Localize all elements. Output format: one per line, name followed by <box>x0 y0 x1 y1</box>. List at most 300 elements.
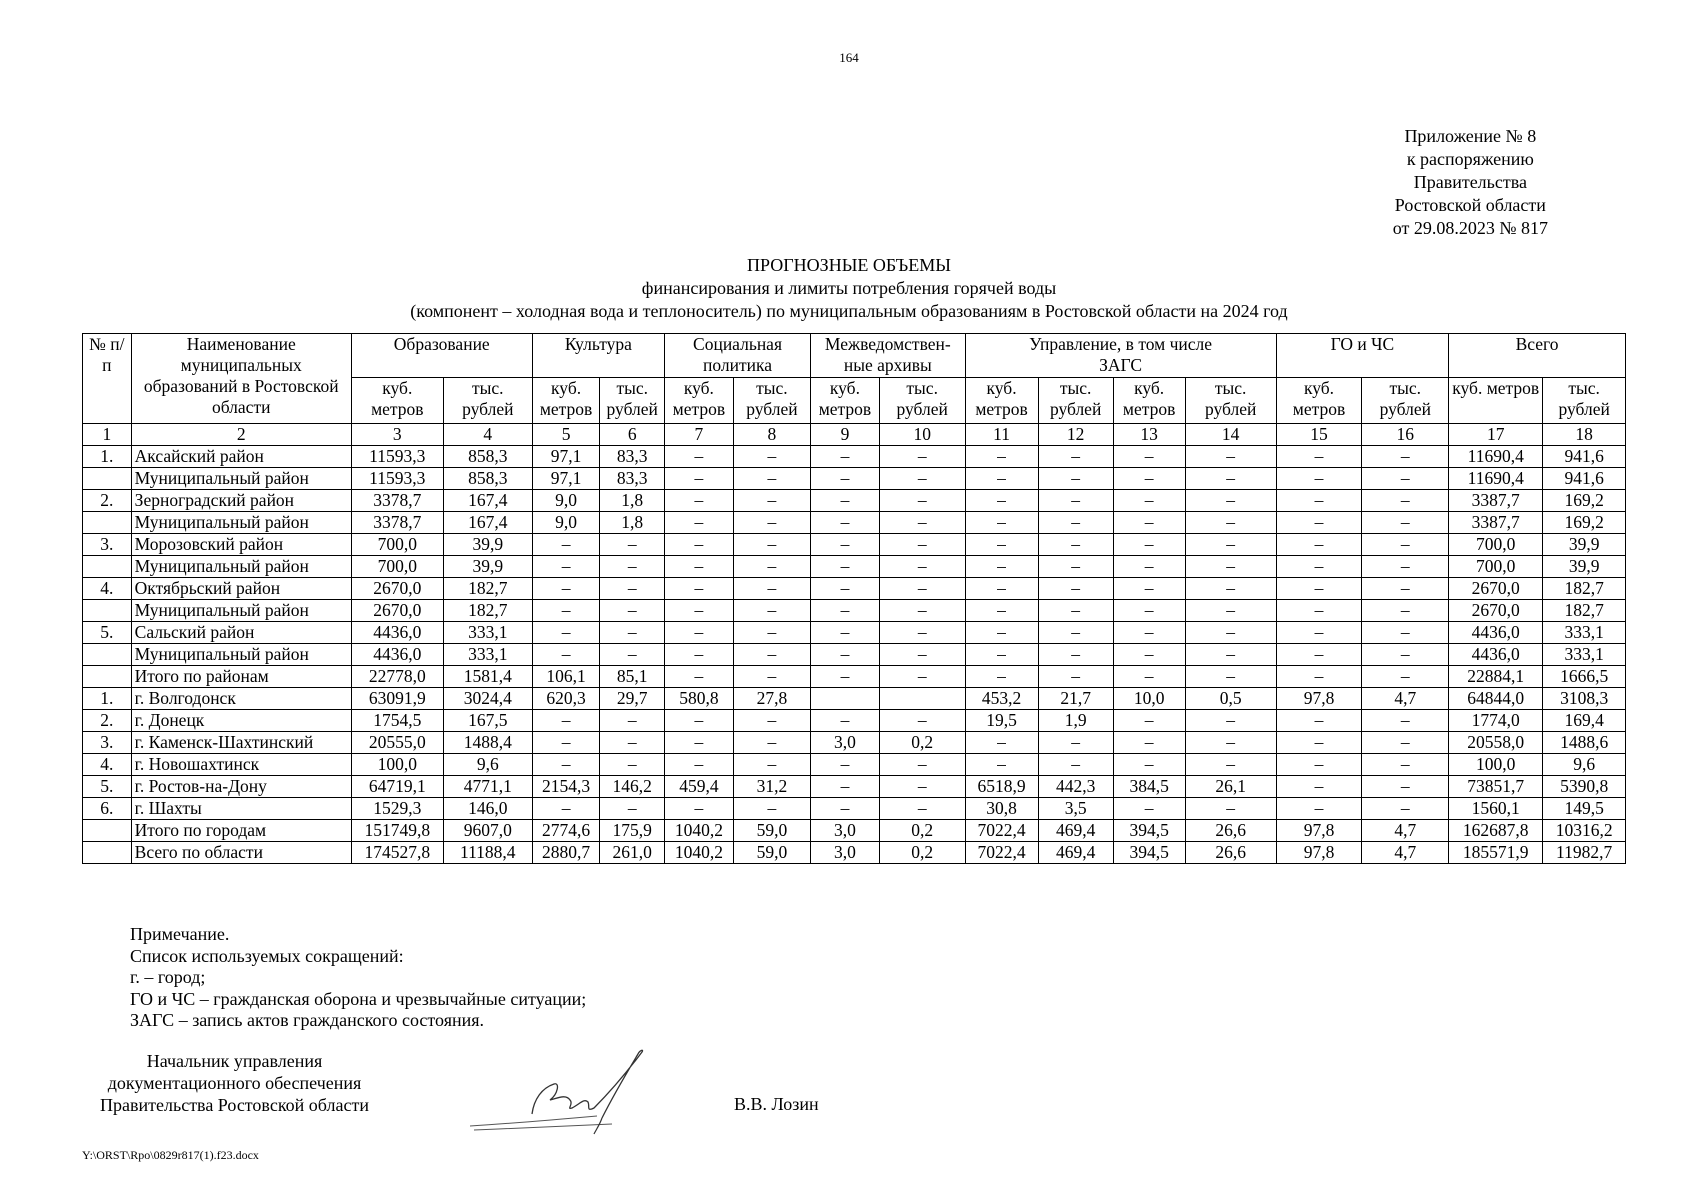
value-cell: – <box>665 512 734 534</box>
value-cell: 333,1 <box>1543 622 1626 644</box>
row-number: 5. <box>83 622 132 644</box>
value-cell: 39,9 <box>443 534 532 556</box>
value-cell: – <box>965 644 1038 666</box>
value-cell: – <box>879 666 965 688</box>
value-cell: 469,4 <box>1038 820 1113 842</box>
value-cell: 700,0 <box>1449 534 1543 556</box>
value-cell: 146,0 <box>443 798 532 820</box>
value-cell: 39,9 <box>1543 534 1626 556</box>
value-cell: 182,7 <box>1543 600 1626 622</box>
value-cell: – <box>811 776 880 798</box>
value-cell: 97,8 <box>1276 688 1362 710</box>
row-number: 5. <box>83 776 132 798</box>
value-cell: 333,1 <box>1543 644 1626 666</box>
value-cell: – <box>1185 754 1276 776</box>
column-number: 6 <box>600 424 665 446</box>
value-cell: – <box>600 578 665 600</box>
value-cell: 2670,0 <box>1449 600 1543 622</box>
value-cell: – <box>1362 600 1449 622</box>
value-cell: – <box>1038 468 1113 490</box>
header-education: Образование <box>351 334 532 378</box>
unit-header: куб. метров <box>1449 378 1543 424</box>
value-cell: – <box>1276 622 1362 644</box>
value-cell: 26,6 <box>1185 842 1276 864</box>
value-cell: 3,0 <box>811 820 880 842</box>
value-cell: – <box>965 622 1038 644</box>
value-cell: – <box>1038 644 1113 666</box>
unit-header: тыс. рублей <box>1038 378 1113 424</box>
data-table <box>82 333 1626 864</box>
value-cell: 4436,0 <box>351 622 443 644</box>
value-cell: – <box>665 666 734 688</box>
value-cell: – <box>879 622 965 644</box>
value-cell: – <box>879 534 965 556</box>
municipality-name: Морозовский район <box>131 534 351 556</box>
value-cell: – <box>600 710 665 732</box>
row-number <box>83 512 132 534</box>
value-cell: 151749,8 <box>351 820 443 842</box>
value-cell: – <box>1038 490 1113 512</box>
value-cell: – <box>811 468 880 490</box>
value-cell: 167,5 <box>443 710 532 732</box>
value-cell: – <box>1276 446 1362 468</box>
value-cell: – <box>1362 710 1449 732</box>
value-cell: – <box>665 732 734 754</box>
column-number: 2 <box>131 424 351 446</box>
title-main: ПРОГНОЗНЫЕ ОБЪЕМЫ <box>747 255 951 275</box>
note-line: ГО и ЧС – гражданская оборона и чрезвычайные ситуации; <box>130 988 587 1009</box>
value-cell: – <box>665 622 734 644</box>
unit-header: тыс. рублей <box>1362 378 1449 424</box>
column-number: 7 <box>665 424 734 446</box>
municipality-name: г. Донецк <box>131 710 351 732</box>
value-cell: – <box>600 556 665 578</box>
value-cell: – <box>1113 512 1185 534</box>
column-number: 1 <box>83 424 132 446</box>
value-cell: 0,2 <box>879 732 965 754</box>
signatory-title-line: документационного обеспечения <box>107 1073 362 1093</box>
value-cell: – <box>879 468 965 490</box>
value-cell: – <box>811 754 880 776</box>
value-cell: 4436,0 <box>1449 644 1543 666</box>
value-cell: – <box>665 644 734 666</box>
value-cell: – <box>1362 446 1449 468</box>
note-line: г. – город; <box>130 967 206 987</box>
value-cell: – <box>600 732 665 754</box>
value-cell: – <box>733 732 810 754</box>
value-cell: – <box>1113 446 1185 468</box>
appendix-line: Приложение № 8 <box>1404 126 1537 146</box>
value-cell: – <box>879 556 965 578</box>
value-cell: 3378,7 <box>351 490 443 512</box>
value-cell: 384,5 <box>1113 776 1185 798</box>
value-cell: – <box>1113 732 1185 754</box>
value-cell: 100,0 <box>351 754 443 776</box>
page-number: 164 <box>839 50 859 65</box>
municipality-name: г. Каменск-Шахтинский <box>131 732 351 754</box>
value-cell: 3108,3 <box>1543 688 1626 710</box>
value-cell: 1666,5 <box>1543 666 1626 688</box>
column-number: 4 <box>443 424 532 446</box>
header-archives: Межведомствен-ные архивы <box>811 334 966 378</box>
value-cell: – <box>1113 622 1185 644</box>
value-cell: – <box>965 578 1038 600</box>
row-number: 2. <box>83 710 132 732</box>
municipality-name: Муниципальный район <box>131 468 351 490</box>
column-number: 15 <box>1276 424 1362 446</box>
table-row <box>83 842 1626 864</box>
value-cell: – <box>532 644 600 666</box>
value-cell: – <box>879 798 965 820</box>
value-cell: – <box>600 644 665 666</box>
value-cell: – <box>1038 556 1113 578</box>
value-cell: – <box>532 622 600 644</box>
value-cell: 64719,1 <box>351 776 443 798</box>
value-cell: 4436,0 <box>351 644 443 666</box>
handwritten-signature <box>462 1044 662 1140</box>
value-cell: 7022,4 <box>965 842 1038 864</box>
value-cell: 5390,8 <box>1543 776 1626 798</box>
value-cell: – <box>1276 644 1362 666</box>
value-cell: – <box>532 732 600 754</box>
unit-header: куб. метров <box>351 378 443 424</box>
value-cell: 3378,7 <box>351 512 443 534</box>
value-cell: – <box>1038 622 1113 644</box>
municipality-name: Октябрьский район <box>131 578 351 600</box>
value-cell: – <box>1185 710 1276 732</box>
table-row <box>83 468 1626 490</box>
value-cell: 9,6 <box>1543 754 1626 776</box>
row-number <box>83 556 132 578</box>
municipality-name: Муниципальный район <box>131 600 351 622</box>
value-cell: – <box>600 622 665 644</box>
value-cell: – <box>733 512 810 534</box>
table-row <box>83 776 1626 798</box>
value-cell: – <box>733 754 810 776</box>
table-row <box>83 534 1626 556</box>
value-cell: – <box>665 798 734 820</box>
value-cell: – <box>879 710 965 732</box>
value-cell: 26,6 <box>1185 820 1276 842</box>
municipality-name: Зерноградский район <box>131 490 351 512</box>
value-cell: 1040,2 <box>665 820 734 842</box>
table-row <box>83 732 1626 754</box>
value-cell: 64844,0 <box>1449 688 1543 710</box>
value-cell: – <box>665 710 734 732</box>
value-cell: – <box>733 600 810 622</box>
value-cell: – <box>1362 556 1449 578</box>
value-cell: – <box>1362 490 1449 512</box>
value-cell: 1040,2 <box>665 842 734 864</box>
value-cell: – <box>811 798 880 820</box>
value-cell: 700,0 <box>351 534 443 556</box>
value-cell: 9,6 <box>443 754 532 776</box>
table-row <box>83 622 1626 644</box>
value-cell: – <box>532 600 600 622</box>
value-cell: – <box>532 534 600 556</box>
appendix-line: Ростовской области <box>1394 195 1546 215</box>
value-cell: 167,4 <box>443 490 532 512</box>
row-number <box>83 600 132 622</box>
header-name: Наименование муниципальных образований в Ростовской области <box>131 334 351 424</box>
table-row <box>83 754 1626 776</box>
table-row <box>83 644 1626 666</box>
value-cell: – <box>965 512 1038 534</box>
value-cell: – <box>879 754 965 776</box>
value-cell: – <box>1113 754 1185 776</box>
value-cell: – <box>965 556 1038 578</box>
appendix-line: от 29.08.2023 № 817 <box>1392 218 1548 238</box>
value-cell: – <box>879 644 965 666</box>
value-cell: 3387,7 <box>1449 490 1543 512</box>
row-number: 4. <box>83 578 132 600</box>
note-line: ЗАГС – запись актов гражданского состояния. <box>130 1010 485 1030</box>
value-cell: 73851,7 <box>1449 776 1543 798</box>
row-number: 3. <box>83 732 132 754</box>
table-row <box>83 556 1626 578</box>
value-cell: 162687,8 <box>1449 820 1543 842</box>
document-title <box>0 254 1698 323</box>
value-cell: – <box>733 446 810 468</box>
value-cell: 3024,4 <box>443 688 532 710</box>
value-cell: – <box>665 578 734 600</box>
unit-header: куб. метров <box>811 378 880 424</box>
value-cell: 85,1 <box>600 666 665 688</box>
value-cell: – <box>665 446 734 468</box>
value-cell: 700,0 <box>351 556 443 578</box>
value-cell: 11593,3 <box>351 446 443 468</box>
row-number <box>83 666 132 688</box>
value-cell: 185571,9 <box>1449 842 1543 864</box>
value-cell: 167,4 <box>443 512 532 534</box>
value-cell: 2670,0 <box>1449 578 1543 600</box>
value-cell: 20555,0 <box>351 732 443 754</box>
value-cell: 9,0 <box>532 490 600 512</box>
appendix-header <box>1393 125 1548 240</box>
value-cell: 83,3 <box>600 446 665 468</box>
header-culture: Культура <box>532 334 664 378</box>
value-cell: – <box>1362 644 1449 666</box>
header-management: Управление, в том числе ЗАГС <box>965 334 1276 378</box>
file-reference: Y:\ORST\Rpo\0829r817(1).f23.docx <box>82 1148 259 1162</box>
value-cell: – <box>1276 512 1362 534</box>
table-row <box>83 512 1626 534</box>
municipality-name: г. Новошахтинск <box>131 754 351 776</box>
unit-header: тыс. рублей <box>1185 378 1276 424</box>
table-row <box>83 666 1626 688</box>
value-cell: 3,0 <box>811 732 880 754</box>
value-cell: 333,1 <box>443 644 532 666</box>
value-cell: 169,2 <box>1543 490 1626 512</box>
value-cell: 1560,1 <box>1449 798 1543 820</box>
value-cell: 59,0 <box>733 842 810 864</box>
row-number: 1. <box>83 446 132 468</box>
unit-header: тыс. рублей <box>879 378 965 424</box>
table-row <box>83 446 1626 468</box>
value-cell: – <box>811 622 880 644</box>
row-number <box>83 842 132 864</box>
municipality-name: Итого по городам <box>131 820 351 842</box>
value-cell: 11593,3 <box>351 468 443 490</box>
value-cell: 2670,0 <box>351 578 443 600</box>
value-cell: – <box>965 600 1038 622</box>
value-cell: – <box>965 732 1038 754</box>
value-cell: 169,4 <box>1543 710 1626 732</box>
value-cell: – <box>1362 622 1449 644</box>
value-cell: 1774,0 <box>1449 710 1543 732</box>
value-cell: – <box>1276 600 1362 622</box>
appendix-line: Правительства <box>1413 172 1527 192</box>
value-cell: – <box>1185 534 1276 556</box>
value-cell: 394,5 <box>1113 820 1185 842</box>
appendix-line: к распоряжению <box>1406 149 1534 169</box>
row-number: 1. <box>83 688 132 710</box>
value-cell: – <box>1038 600 1113 622</box>
value-cell: – <box>532 798 600 820</box>
value-cell: – <box>879 512 965 534</box>
value-cell: – <box>1185 556 1276 578</box>
value-cell: 10,0 <box>1113 688 1185 710</box>
municipality-name: г. Ростов-на-Дону <box>131 776 351 798</box>
column-number: 16 <box>1362 424 1449 446</box>
value-cell: 27,8 <box>733 688 810 710</box>
header-total: Всего <box>1449 334 1626 378</box>
value-cell: 2670,0 <box>351 600 443 622</box>
value-cell: – <box>733 490 810 512</box>
value-cell: 29,7 <box>600 688 665 710</box>
value-cell: – <box>811 578 880 600</box>
unit-header: куб. метров <box>1113 378 1185 424</box>
value-cell: – <box>1185 600 1276 622</box>
signatory-title-line: Правительства Ростовской области <box>100 1095 369 1115</box>
value-cell: – <box>811 644 880 666</box>
value-cell: – <box>1185 732 1276 754</box>
value-cell: – <box>965 468 1038 490</box>
value-cell: – <box>811 490 880 512</box>
value-cell: 261,0 <box>600 842 665 864</box>
value-cell: 7022,4 <box>965 820 1038 842</box>
value-cell: – <box>811 534 880 556</box>
value-cell: – <box>1362 754 1449 776</box>
signatory-name: В.В. Лозин <box>734 1094 819 1114</box>
value-cell: 11690,4 <box>1449 446 1543 468</box>
value-cell: – <box>665 754 734 776</box>
unit-header: тыс. рублей <box>1543 378 1626 424</box>
value-cell: – <box>1185 798 1276 820</box>
value-cell: – <box>1113 710 1185 732</box>
value-cell: – <box>965 666 1038 688</box>
value-cell: – <box>1038 578 1113 600</box>
value-cell: 3,0 <box>811 842 880 864</box>
value-cell: 0,2 <box>879 820 965 842</box>
municipality-name: г. Шахты <box>131 798 351 820</box>
value-cell: – <box>733 644 810 666</box>
value-cell: – <box>733 798 810 820</box>
value-cell: – <box>811 710 880 732</box>
value-cell: – <box>1113 798 1185 820</box>
notes-section <box>130 924 586 1032</box>
value-cell: – <box>879 446 965 468</box>
value-cell: 858,3 <box>443 446 532 468</box>
value-cell: – <box>733 578 810 600</box>
value-cell: 0,2 <box>879 842 965 864</box>
title-subtitle: (компонент – холодная вода и теплоноситель) по муниципальным образованиям в Ростовской области на 2024 год <box>410 301 1288 321</box>
signature-block <box>82 1050 1626 1130</box>
value-cell: 442,3 <box>1038 776 1113 798</box>
value-cell: 39,9 <box>443 556 532 578</box>
value-cell: 83,3 <box>600 468 665 490</box>
column-number: 14 <box>1185 424 1276 446</box>
value-cell: 146,2 <box>600 776 665 798</box>
value-cell: – <box>733 622 810 644</box>
value-cell: 59,0 <box>733 820 810 842</box>
value-cell: – <box>1276 754 1362 776</box>
value-cell: – <box>1113 578 1185 600</box>
value-cell: – <box>879 600 965 622</box>
value-cell: 580,8 <box>665 688 734 710</box>
value-cell: – <box>1185 666 1276 688</box>
value-cell: – <box>1362 534 1449 556</box>
value-cell: 149,5 <box>1543 798 1626 820</box>
value-cell: – <box>879 490 965 512</box>
value-cell: 10316,2 <box>1543 820 1626 842</box>
value-cell: 4,7 <box>1362 820 1449 842</box>
value-cell: 3,5 <box>1038 798 1113 820</box>
value-cell: 394,5 <box>1113 842 1185 864</box>
municipality-name: Всего по области <box>131 842 351 864</box>
value-cell: 4,7 <box>1362 688 1449 710</box>
row-number: 2. <box>83 490 132 512</box>
value-cell: – <box>733 666 810 688</box>
value-cell: – <box>1185 490 1276 512</box>
value-cell: 39,9 <box>1543 556 1626 578</box>
unit-header: куб. метров <box>532 378 600 424</box>
value-cell: 97,8 <box>1276 842 1362 864</box>
value-cell: 31,2 <box>733 776 810 798</box>
value-cell: – <box>965 754 1038 776</box>
value-cell: – <box>1038 754 1113 776</box>
value-cell: 26,1 <box>1185 776 1276 798</box>
unit-header: куб. метров <box>665 378 734 424</box>
row-number <box>83 468 132 490</box>
value-cell: – <box>532 710 600 732</box>
column-number: 12 <box>1038 424 1113 446</box>
value-cell: – <box>532 754 600 776</box>
value-cell: 182,7 <box>1543 578 1626 600</box>
row-number <box>83 644 132 666</box>
value-cell: – <box>1276 534 1362 556</box>
value-cell: 30,8 <box>965 798 1038 820</box>
value-cell: – <box>665 490 734 512</box>
value-cell: – <box>1185 622 1276 644</box>
value-cell: – <box>600 798 665 820</box>
value-cell: – <box>1185 512 1276 534</box>
value-cell: – <box>1362 468 1449 490</box>
value-cell: 1581,4 <box>443 666 532 688</box>
table-body <box>83 424 1626 864</box>
value-cell: 11188,4 <box>443 842 532 864</box>
value-cell: – <box>965 490 1038 512</box>
value-cell: 1529,3 <box>351 798 443 820</box>
value-cell: 4436,0 <box>1449 622 1543 644</box>
signatory-title <box>82 1050 387 1116</box>
value-cell: 453,2 <box>965 688 1038 710</box>
value-cell: 97,1 <box>532 468 600 490</box>
table-row <box>83 820 1626 842</box>
note-line: Список используемых сокращений: <box>130 945 404 966</box>
value-cell: 182,7 <box>443 600 532 622</box>
header-go: ГО и ЧС <box>1276 334 1448 378</box>
